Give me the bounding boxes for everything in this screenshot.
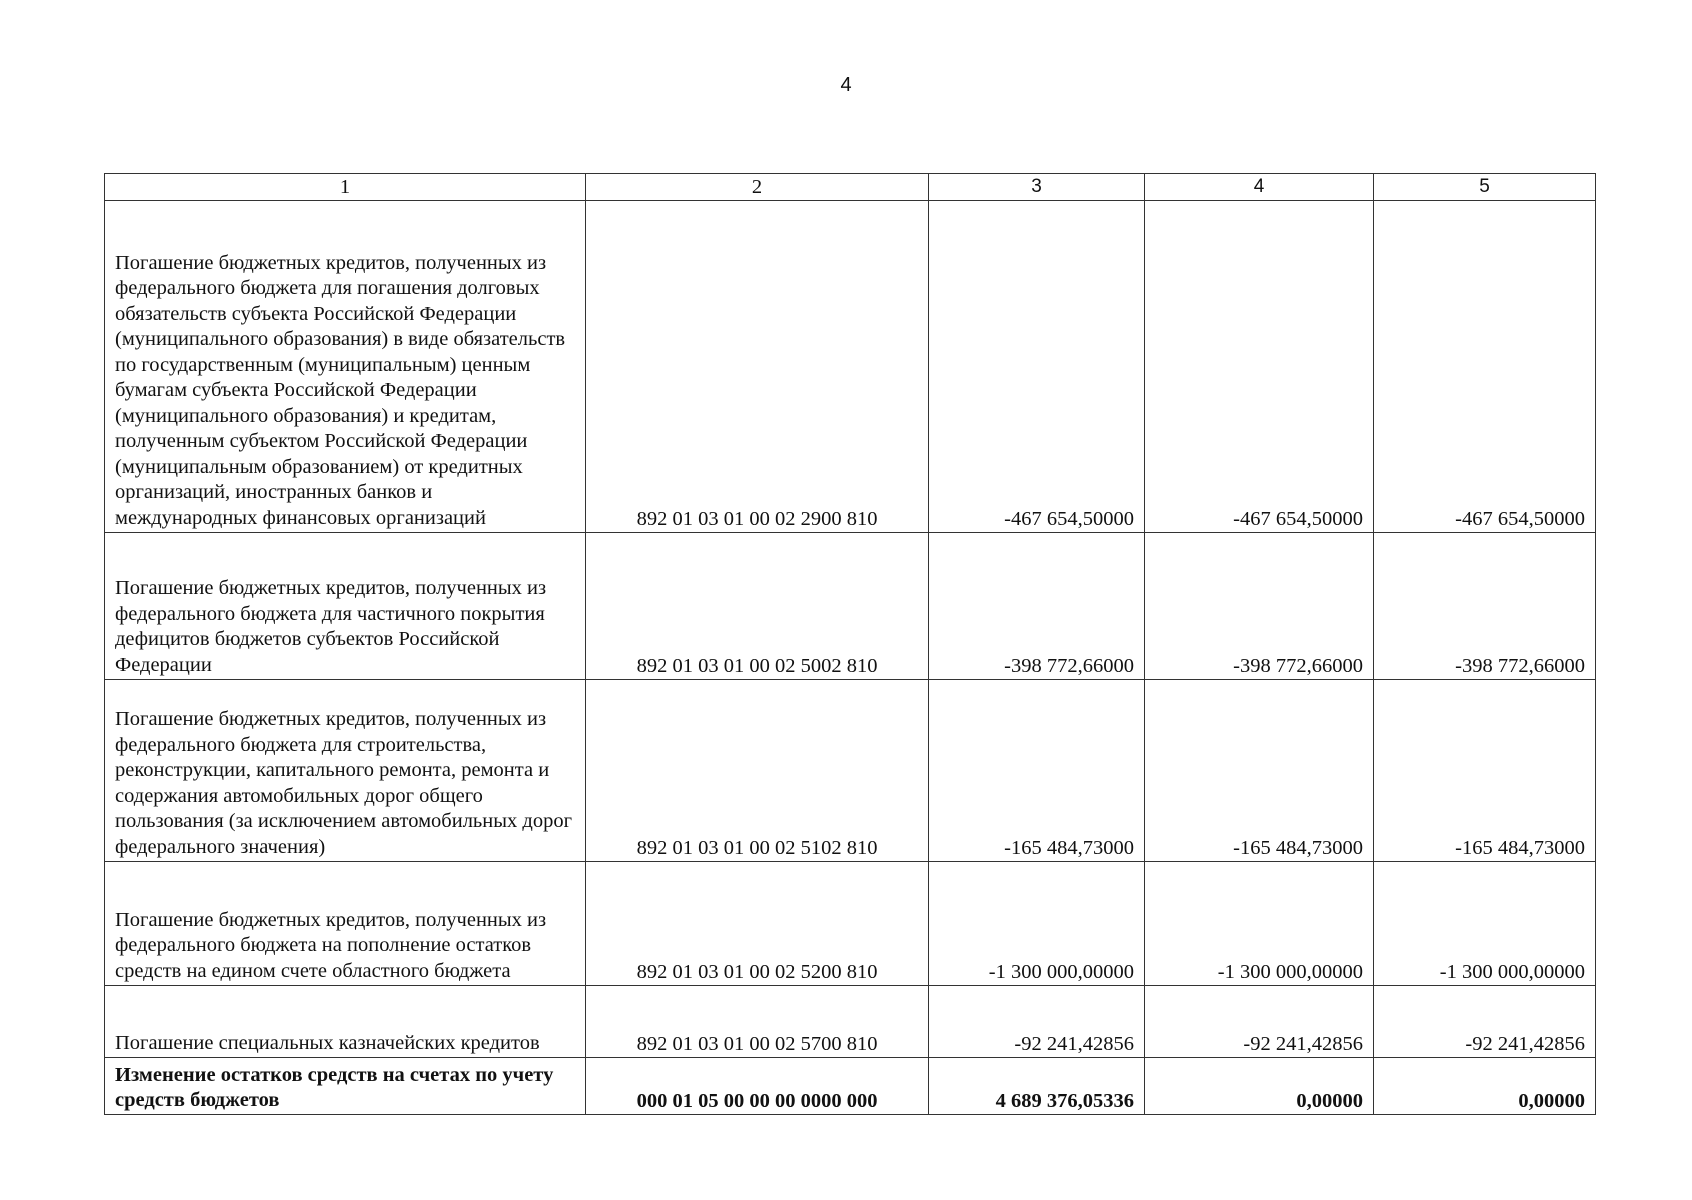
row-value-col4: -467 654,50000 <box>1145 201 1374 533</box>
row-value-col4: -165 484,73000 <box>1145 680 1374 862</box>
row-value-col4: -398 772,66000 <box>1145 533 1374 680</box>
row-value-col5: -467 654,50000 <box>1374 201 1596 533</box>
column-header-2: 2 <box>586 174 929 201</box>
column-header-1: 1 <box>105 174 586 201</box>
row-value-col3: -92 241,42856 <box>929 986 1145 1058</box>
row-description: Изменение остатков средств на счетах по учету средств бюджетов <box>105 1058 586 1115</box>
page-number: 4 <box>840 74 852 96</box>
column-header-4: 4 <box>1145 174 1374 201</box>
table-row <box>105 986 1596 1058</box>
row-value-col5: 0,00000 <box>1374 1058 1596 1115</box>
row-value-col5: -1 300 000,00000 <box>1374 862 1596 986</box>
row-value-col3: -398 772,66000 <box>929 533 1145 680</box>
row-code: 892 01 03 01 00 02 2900 810 <box>586 201 929 533</box>
row-description: Погашение специальных казначейских кредитов <box>105 986 586 1058</box>
header-row <box>105 174 1596 201</box>
row-value-col3: -467 654,50000 <box>929 201 1145 533</box>
row-code: 892 01 03 01 00 02 5102 810 <box>586 680 929 862</box>
table-row <box>105 201 1596 533</box>
row-value-col3: -1 300 000,00000 <box>929 862 1145 986</box>
budget-table <box>104 173 1596 1115</box>
total-row <box>105 1058 1596 1115</box>
row-value-col4: -1 300 000,00000 <box>1145 862 1374 986</box>
row-description: Погашение бюджетных кредитов, полученных из федерального бюджета для строительства, реконструкции, капитального ремонта, ремонта и содержания автомобильных дорог общего пользования (за исключением автомобильных дорог федерального значения) <box>105 680 586 862</box>
row-code: 892 01 03 01 00 02 5200 810 <box>586 862 929 986</box>
row-description: Погашение бюджетных кредитов, полученных из федерального бюджета на пополнение остатков средств на едином счете областного бюджета <box>105 862 586 986</box>
row-value-col3: -165 484,73000 <box>929 680 1145 862</box>
row-value-col5: -92 241,42856 <box>1374 986 1596 1058</box>
row-value-col5: -165 484,73000 <box>1374 680 1596 862</box>
column-header-3: 3 <box>929 174 1145 201</box>
row-code: 892 01 03 01 00 02 5700 810 <box>586 986 929 1058</box>
table-row <box>105 533 1596 680</box>
row-description: Погашение бюджетных кредитов, полученных из федерального бюджета для погашения долговых обязательств субъекта Российской Федерации (муниципального образования) в виде обязательств по государственным (муниципальным) ценным бумагам субъекта Российской Федерации (муниципального образования) и кредитам, полученным субъектом Российской Федерации (муниципальным образованием) от кредитных организаций, иностранных банков и международных финансовых организаций <box>105 201 586 533</box>
row-value-col5: -398 772,66000 <box>1374 533 1596 680</box>
row-value-col4: -92 241,42856 <box>1145 986 1374 1058</box>
table-row <box>105 862 1596 986</box>
column-header-5: 5 <box>1374 174 1596 201</box>
row-value-col3: 4 689 376,05336 <box>929 1058 1145 1115</box>
row-code: 892 01 03 01 00 02 5002 810 <box>586 533 929 680</box>
row-value-col4: 0,00000 <box>1145 1058 1374 1115</box>
row-description: Погашение бюджетных кредитов, полученных из федерального бюджета для частичного покрытия дефицитов бюджетов субъектов Российской Федерации <box>105 533 586 680</box>
table-row <box>105 680 1596 862</box>
row-code: 000 01 05 00 00 00 0000 000 <box>586 1058 929 1115</box>
